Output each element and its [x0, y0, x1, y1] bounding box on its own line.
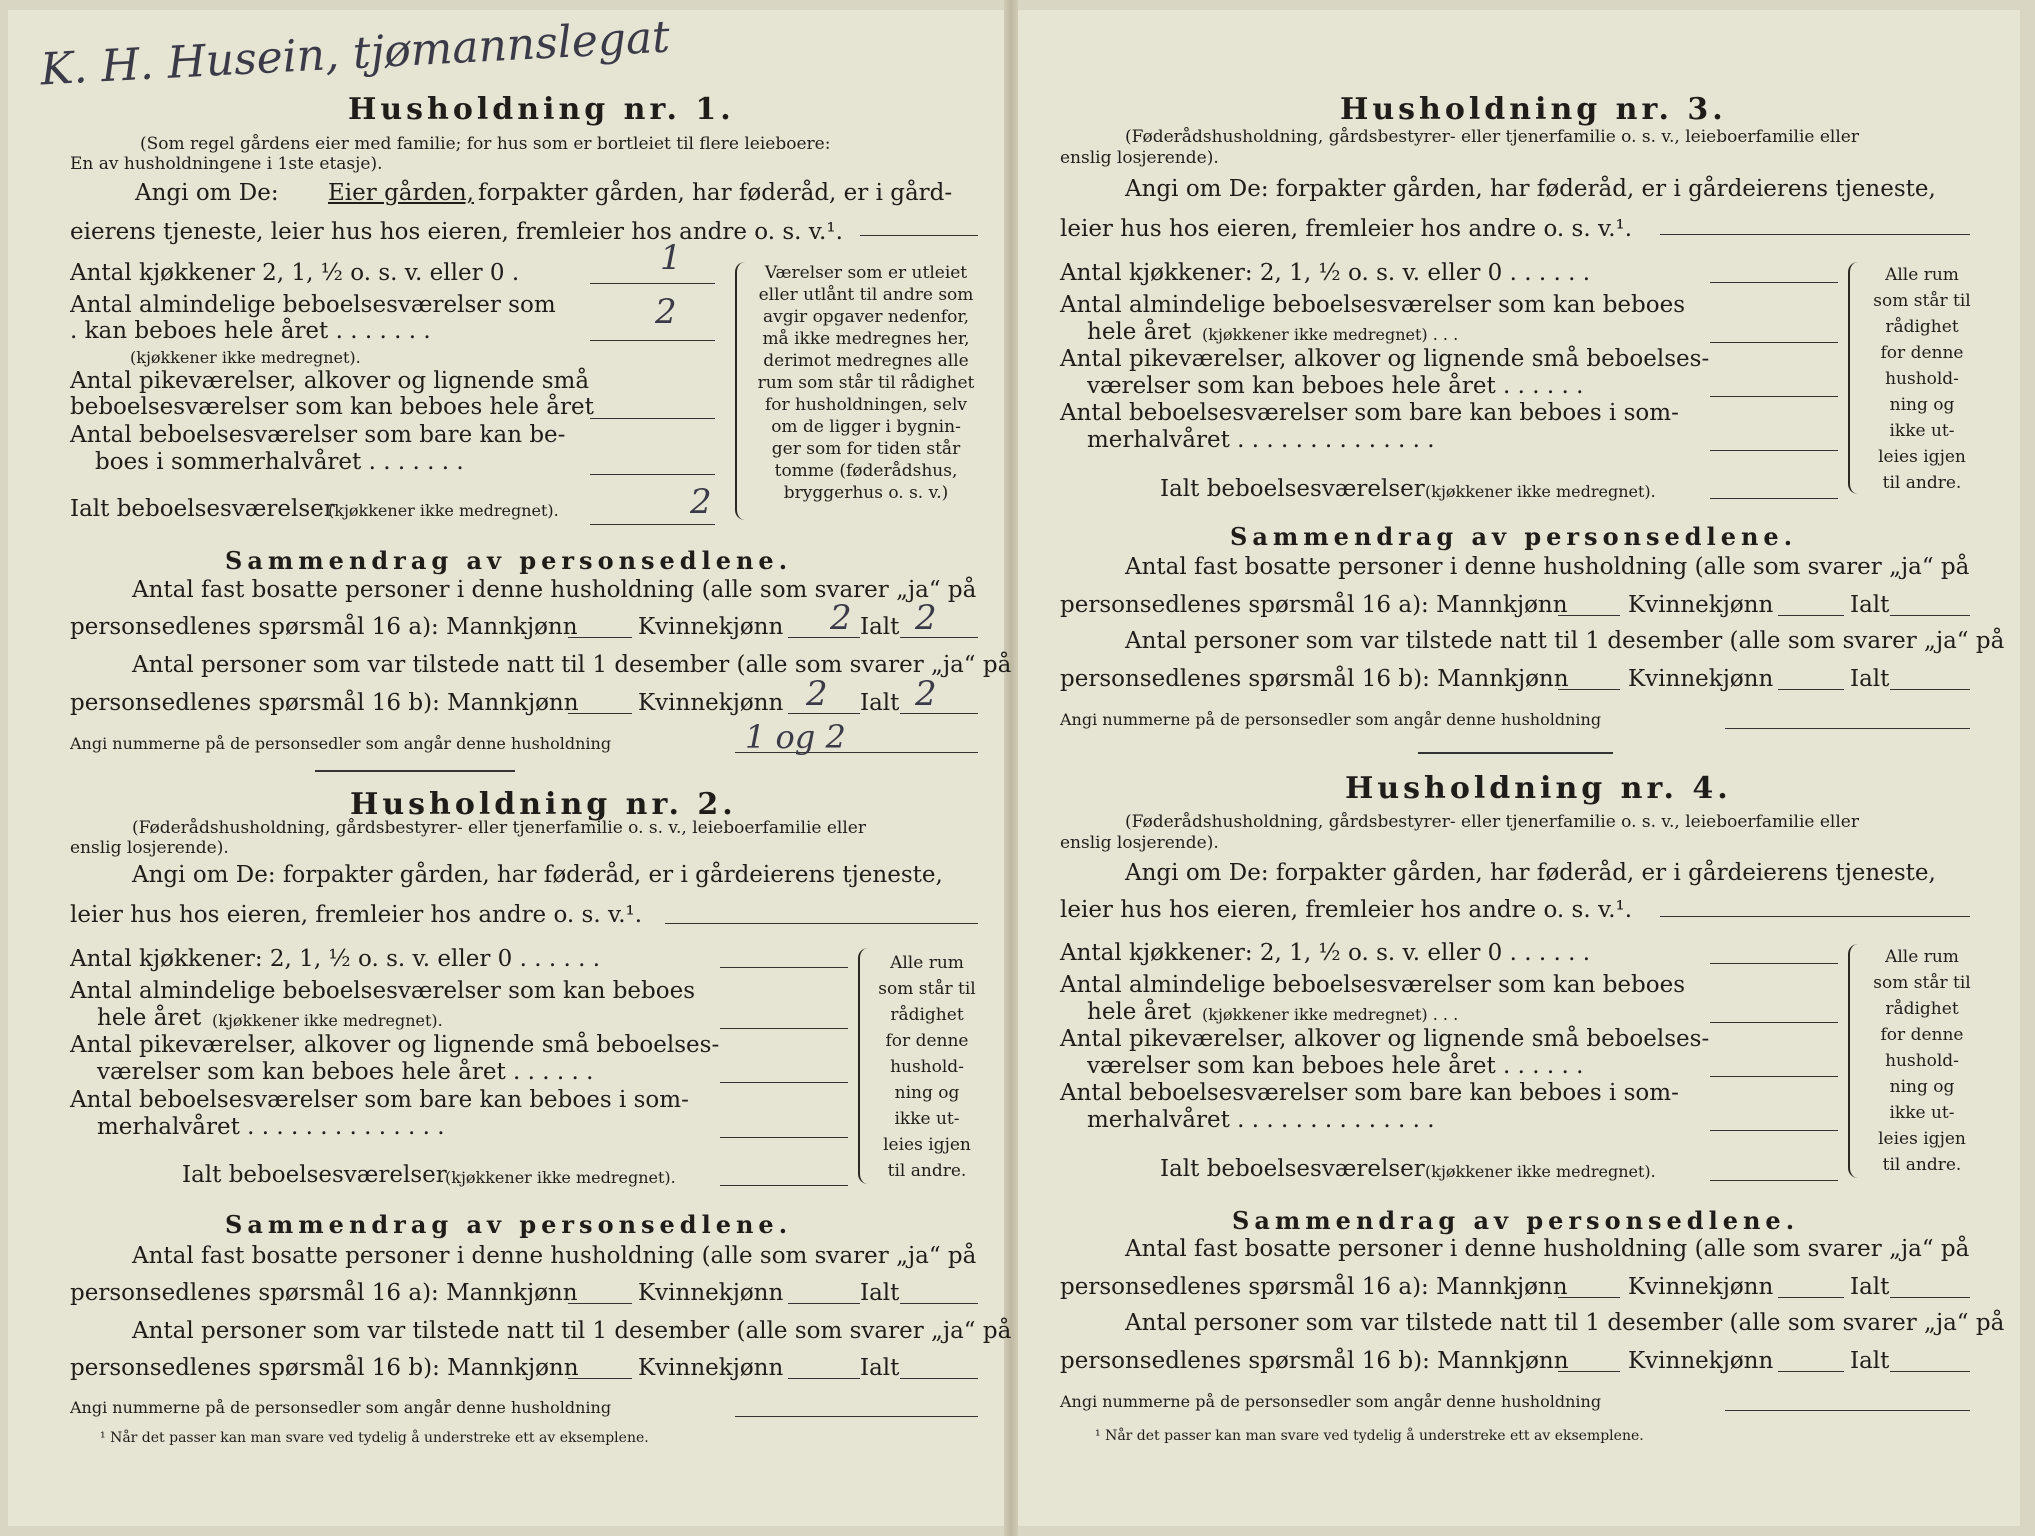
sidenote-line: om de ligger i bygnin-	[771, 417, 961, 437]
household-4-16b-line2: personsedlenes spørsmål 16 b): Mannkjønn	[1060, 1348, 1569, 1374]
household-3-16b-mann-line	[1558, 689, 1620, 690]
household-3-pike-line1: Antal pikeværelser, alkover og lignende små beboelses-	[1060, 346, 1710, 372]
sidenote-line: ning og	[894, 1083, 960, 1103]
sidenote-line: hushold-	[890, 1057, 964, 1077]
household-3-nummer-label: Angi nummerne på de personsedler som angår denne husholdning	[1060, 710, 1602, 729]
household-2-alm-small: (kjøkkener ikke medregnet).	[212, 1011, 443, 1030]
sidenote-line: Alle rum	[1885, 265, 1959, 285]
household-2-16b-ialt-label: Ialt	[860, 1355, 900, 1381]
household-1-note-line2: En av husholdningene i 1ste etasje).	[70, 154, 383, 174]
household-2-angi-answer-line	[665, 923, 978, 924]
sidenote-line: til andre.	[887, 1161, 967, 1181]
household-2-kjokkener-line	[720, 967, 848, 968]
household-3-sidenote	[1862, 262, 1982, 496]
household-4-16b-line1: Antal personer som var tilstede natt til 1 desember (alle som svarer „ja“ på	[1125, 1310, 2005, 1336]
household-3-title: Husholdning nr. 3.	[1340, 92, 1727, 127]
household-2-pike-line1: Antal pikeværelser, alkover og lignende små beboelses-	[70, 1032, 720, 1058]
household-2-16b-kvinne-label: Kvinnekjønn	[638, 1355, 784, 1381]
household-2-sommer-line	[720, 1137, 848, 1138]
household-4-16b-ialt-line	[1890, 1371, 1970, 1372]
household-2-16a-ialt-line	[900, 1303, 978, 1304]
household-2-note-line1: (Føderådshusholdning, gårdsbestyrer- eller tjenerfamilie o. s. v., leieboerfamilie eller	[132, 818, 866, 838]
household-4-sommer-line1: Antal beboelsesværelser som bare kan beboes i som-	[1060, 1080, 1679, 1106]
household-3-ialt-small: (kjøkkener ikke medregnet).	[1425, 482, 1656, 501]
household-4-angi-answer-line	[1660, 916, 1970, 917]
household-3-angi-line2: leier hus hos eieren, fremleier hos andre o. s. v.¹.	[1060, 216, 1633, 242]
household-2-angi-line1: Angi om De: forpakter gården, har føderåd, er i gårdeierens tjeneste,	[132, 862, 943, 888]
household-2-16b-line2: personsedlenes spørsmål 16 b): Mannkjønn	[70, 1355, 579, 1381]
household-1-owner-option: Eier gården,	[328, 180, 474, 206]
household-1-16b-line1: Antal personer som var tilstede natt til 1 desember (alle som svarer „ja“ på	[132, 652, 1012, 678]
household-1-16b-ialt-label: Ialt	[860, 690, 900, 716]
sidenote-line: for denne	[1880, 343, 1964, 363]
sidenote-line: ger som for tiden står	[771, 439, 961, 459]
household-3-summary-title: Sammendrag av personsedlene.	[1230, 522, 1798, 551]
household-4-ialt-line	[1710, 1180, 1838, 1181]
sidenote-line: til andre.	[1882, 473, 1962, 493]
household-1-16a-line2: personsedlenes spørsmål 16 a): Mannkjønn	[70, 614, 578, 640]
page-fold	[1004, 0, 1018, 1536]
household-2-16a-ialt-label: Ialt	[860, 1280, 900, 1306]
household-3-16a-line1: Antal fast bosatte personer i denne husholdning (alle som svarer „ja“ på	[1125, 554, 1970, 580]
household-1-angi-answer-line	[860, 235, 978, 236]
household-2-alm-line1: Antal almindelige beboelsesværelser som kan beboes	[70, 978, 696, 1004]
household-1-16a-mann-line	[568, 637, 632, 638]
household-3-16a-kvinne-label: Kvinnekjønn	[1628, 592, 1774, 618]
household-1-alm-line	[590, 340, 715, 341]
household-4-16a-kvinne-line	[1778, 1297, 1844, 1298]
household-1-16a-line1: Antal fast bosatte personer i denne husholdning (alle som svarer „ja“ på	[132, 577, 977, 603]
sidenote-line: som står til	[1873, 291, 1971, 311]
household-3-note-line1: (Føderådshusholdning, gårdsbestyrer- eller tjenerfamilie o. s. v., leieboerfamilie eller	[1125, 127, 1859, 147]
household-1-kjokkener-line	[590, 283, 715, 284]
household-2-title: Husholdning nr. 2.	[350, 787, 737, 822]
household-3-brace	[1848, 262, 1860, 494]
sidenote-line: ikke ut-	[1889, 1103, 1955, 1123]
sidenote-line: ning og	[1889, 1077, 1955, 1097]
household-4-16a-ialt-label: Ialt	[1850, 1274, 1890, 1300]
household-4-alm-line1: Antal almindelige beboelsesværelser som kan beboes	[1060, 972, 1686, 998]
household-2-alm-line	[720, 1028, 848, 1029]
household-3-kjokkener-line	[1710, 282, 1838, 283]
sidenote-line: hushold-	[1885, 369, 1959, 389]
sidenote-line: Alle rum	[890, 953, 964, 973]
household-4-kjokkener-label: Antal kjøkkener: 2, 1, ½ o. s. v. eller 0 . . . . . .	[1060, 940, 1591, 966]
sidenote-line: eller utlånt til andre som	[758, 285, 974, 305]
household-2-sommer-line1: Antal beboelsesværelser som bare kan beboes i som-	[70, 1087, 689, 1113]
household-2-16a-line1: Antal fast bosatte personer i denne husholdning (alle som svarer „ja“ på	[132, 1243, 977, 1269]
sidenote-line: leies igjen	[1878, 1129, 1966, 1149]
household-1-16b-ialt-value: 2	[915, 674, 937, 714]
household-3-pike-line2: værelser som kan beboes hele året . . . . . .	[1087, 373, 1584, 399]
household-3-note-line2: enslig losjerende).	[1060, 148, 1219, 168]
household-2-ialt-label: Ialt beboelsesværelser	[182, 1162, 447, 1188]
household-3-16b-line1: Antal personer som var tilstede natt til 1 desember (alle som svarer „ja“ på	[1125, 628, 2005, 654]
left-footnote: ¹ Når det passer kan man svare ved tydelig å understreke ett av eksemplene.	[100, 1430, 649, 1446]
household-4-summary-title: Sammendrag av personsedlene.	[1232, 1206, 1800, 1235]
household-1-brace	[735, 262, 747, 520]
household-2-16a-mann-line	[568, 1303, 632, 1304]
household-4-brace	[1848, 944, 1860, 1178]
household-3-sommer-line	[1710, 450, 1838, 451]
household-3-alm-line	[1710, 342, 1838, 343]
household-1-pike-line2: beboelsesværelser som kan beboes hele året	[70, 394, 594, 420]
household-1-alm-line1: Antal almindelige beboelsesværelser som	[70, 292, 556, 318]
sidenote-line: ikke ut-	[894, 1109, 960, 1129]
household-3-sommer-line2: merhalvåret . . . . . . . . . . . . . .	[1087, 427, 1435, 453]
household-2-16a-kvinne-line	[788, 1303, 860, 1304]
household-4-kjokkener-line	[1710, 963, 1838, 964]
household-4-alm-line2: hele året	[1087, 999, 1192, 1025]
household-3-kjokkener-label: Antal kjøkkener: 2, 1, ½ o. s. v. eller 0 . . . . . .	[1060, 260, 1591, 286]
household-4-note-line1: (Føderådshusholdning, gårdsbestyrer- eller tjenerfamilie o. s. v., leieboerfamilie eller	[1125, 812, 1859, 832]
household-2-summary-title: Sammendrag av personsedlene.	[225, 1210, 793, 1239]
household-3-16b-kvinne-line	[1778, 689, 1844, 690]
sidenote-line: rum som står til rådighet	[757, 373, 975, 393]
household-2-16b-kvinne-line	[788, 1378, 860, 1379]
household-2-ialt-small: (kjøkkener ikke medregnet).	[445, 1168, 676, 1187]
household-1-pike-line1: Antal pikeværelser, alkover og lignende små	[70, 368, 590, 394]
household-2-16b-mann-line	[568, 1378, 632, 1379]
household-1-16b-line2: personsedlenes spørsmål 16 b): Mannkjønn	[70, 690, 579, 716]
household-2-sidenote	[868, 950, 986, 1184]
separator-line	[315, 770, 515, 772]
household-4-16a-line1: Antal fast bosatte personer i denne husholdning (alle som svarer „ja“ på	[1125, 1236, 1970, 1262]
household-1-16b-kvinne-label: Kvinnekjønn	[638, 690, 784, 716]
sidenote-line: bryggerhus o. s. v.)	[783, 483, 949, 503]
household-2-note-line2: enslig losjerende).	[70, 838, 229, 858]
household-3-ialt-line	[1710, 498, 1838, 499]
household-4-pike-line	[1710, 1076, 1838, 1077]
separator-line	[1418, 752, 1613, 754]
household-1-summary-title: Sammendrag av personsedlene.	[225, 546, 793, 575]
household-1-nummer-label: Angi nummerne på de personsedler som angår denne husholdning	[70, 734, 612, 753]
household-1-16a-kvinne-label: Kvinnekjønn	[638, 614, 784, 640]
household-1-ialt-label: Ialt beboelsesværelser	[70, 496, 335, 522]
sidenote-line: ning og	[1889, 395, 1955, 415]
household-1-16b-ialt-line	[900, 713, 978, 714]
household-4-alm-small: (kjøkkener ikke medregnet) . . .	[1202, 1005, 1459, 1024]
sidenote-line: for denne	[885, 1031, 969, 1051]
household-3-nummer-line	[1725, 728, 1970, 729]
sidenote-line: derimot medregnes alle	[763, 351, 969, 371]
sidenote-line: avgir opgaver nedenfor,	[762, 307, 969, 327]
sidenote-line: leies igjen	[883, 1135, 971, 1155]
sidenote-line: Alle rum	[1885, 947, 1959, 967]
sidenote-line: tomme (føderådshus,	[774, 461, 958, 481]
household-2-pike-line2: værelser som kan beboes hele året . . . . . .	[97, 1059, 594, 1085]
household-3-16b-ialt-label: Ialt	[1850, 666, 1890, 692]
household-2-16a-line2: personsedlenes spørsmål 16 a): Mannkjønn	[70, 1280, 578, 1306]
household-1-ialt-small: (kjøkkener ikke medregnet).	[328, 501, 559, 520]
household-1-16a-ialt-label: Ialt	[860, 614, 900, 640]
sidenote-line: til andre.	[1882, 1155, 1962, 1175]
household-1-ialt-value: 2	[690, 482, 712, 522]
household-4-16b-kvinne-line	[1778, 1371, 1844, 1372]
household-4-pike-line2: værelser som kan beboes hele året . . . . . .	[1087, 1053, 1584, 1079]
household-3-alm-small: (kjøkkener ikke medregnet) . . .	[1202, 325, 1459, 344]
household-4-16b-mann-line	[1558, 1371, 1620, 1372]
household-4-ialt-small: (kjøkkener ikke medregnet).	[1425, 1162, 1656, 1181]
household-4-sommer-line2: merhalvåret . . . . . . . . . . . . . .	[1087, 1107, 1435, 1133]
household-3-16a-ialt-line	[1890, 615, 1970, 616]
household-3-angi-answer-line	[1660, 234, 1970, 235]
sidenote-line: hushold-	[1885, 1051, 1959, 1071]
household-1-note-line1: (Som regel gårdens eier med familie; for hus som er bortleiet til flere leieboere:	[140, 134, 831, 154]
sidenote-line: som står til	[1873, 973, 1971, 993]
household-2-alm-line2: hele året	[97, 1005, 202, 1031]
household-4-16a-kvinne-label: Kvinnekjønn	[1628, 1274, 1774, 1300]
household-3-ialt-label: Ialt beboelsesværelser	[1160, 476, 1425, 502]
household-1-kjokkener-value: 1	[660, 238, 682, 278]
household-3-16a-mann-line	[1558, 615, 1620, 616]
household-4-sommer-line	[1710, 1130, 1838, 1131]
household-1-sommer-line1: Antal beboelsesværelser som bare kan be-	[70, 422, 566, 448]
household-4-16a-mann-line	[1558, 1297, 1620, 1298]
household-3-pike-line	[1710, 396, 1838, 397]
household-2-kjokkener-label: Antal kjøkkener: 2, 1, ½ o. s. v. eller 0 . . . . . .	[70, 946, 601, 972]
household-4-angi-line1: Angi om De: forpakter gården, har føderåd, er i gårdeierens tjeneste,	[1125, 860, 1936, 886]
handwritten-title: K. H. Husein, tjømannslegat	[39, 11, 672, 96]
household-2-16b-line1: Antal personer som var tilstede natt til 1 desember (alle som svarer „ja“ på	[132, 1318, 1012, 1344]
household-1-sommer-line	[590, 474, 715, 475]
household-1-ialt-line	[590, 524, 715, 525]
household-4-16a-line2: personsedlenes spørsmål 16 a): Mannkjønn	[1060, 1274, 1568, 1300]
household-2-nummer-label: Angi nummerne på de personsedler som angår denne husholdning	[70, 1398, 612, 1417]
household-4-16a-ialt-line	[1890, 1297, 1970, 1298]
sidenote-line: rådighet	[1885, 999, 1959, 1019]
household-1-16b-mann-line	[568, 713, 632, 714]
household-4-sidenote	[1862, 944, 1982, 1178]
household-1-16a-ialt-line	[900, 637, 978, 638]
household-1-16b-kvinne-value: 2	[806, 674, 828, 714]
household-4-16b-kvinne-label: Kvinnekjønn	[1628, 1348, 1774, 1374]
household-4-pike-line1: Antal pikeværelser, alkover og lignende små beboelses-	[1060, 1026, 1710, 1052]
household-3-16a-kvinne-line	[1778, 615, 1844, 616]
sidenote-line: leies igjen	[1878, 447, 1966, 467]
sidenote-line: som står til	[878, 979, 976, 999]
household-1-kjokkener-label: Antal kjøkkener 2, 1, ½ o. s. v. eller 0 .	[70, 260, 520, 286]
household-1-16a-kvinne-value: 2	[830, 598, 852, 638]
household-1-title: Husholdning nr. 1.	[348, 92, 735, 127]
household-4-alm-line	[1710, 1022, 1838, 1023]
sidenote-line: rådighet	[1885, 317, 1959, 337]
household-3-alm-line2: hele året	[1087, 319, 1192, 345]
household-4-title: Husholdning nr. 4.	[1345, 771, 1732, 806]
household-3-sommer-line1: Antal beboelsesværelser som bare kan beboes i som-	[1060, 400, 1679, 426]
household-1-alm-line2: . kan beboes hele året . . . . . . .	[70, 318, 431, 344]
household-4-nummer-line	[1725, 1410, 1970, 1411]
sidenote-line: for denne	[1880, 1025, 1964, 1045]
household-2-ialt-line	[720, 1185, 848, 1186]
right-footnote: ¹ Når det passer kan man svare ved tydelig å understreke ett av eksemplene.	[1095, 1428, 1644, 1444]
household-1-angi-line2: eierens tjeneste, leier hus hos eieren, fremleier hos andre o. s. v.¹.	[70, 219, 843, 245]
household-2-16a-kvinne-label: Kvinnekjønn	[638, 1280, 784, 1306]
household-2-nummer-line	[735, 1416, 978, 1417]
household-4-nummer-label: Angi nummerne på de personsedler som angår denne husholdning	[1060, 1392, 1602, 1411]
household-1-alm-line3: (kjøkkener ikke medregnet).	[130, 348, 361, 367]
household-1-nummer-value: 1 og 2	[745, 718, 846, 756]
household-1-angi-label: Angi om De:	[135, 180, 279, 206]
household-3-16a-ialt-label: Ialt	[1850, 592, 1890, 618]
household-3-angi-line1: Angi om De: forpakter gården, har føderåd, er i gårdeierens tjeneste,	[1125, 176, 1936, 202]
household-1-pike-line	[590, 418, 715, 419]
household-4-ialt-label: Ialt beboelsesværelser	[1160, 1156, 1425, 1182]
household-3-alm-line1: Antal almindelige beboelsesværelser som kan beboes	[1060, 292, 1686, 318]
household-2-16b-ialt-line	[900, 1378, 978, 1379]
household-1-angi-options: forpakter gården, har føderåd, er i gård-	[478, 180, 953, 206]
household-4-note-line2: enslig losjerende).	[1060, 833, 1219, 853]
sidenote-line: rådighet	[890, 1005, 964, 1025]
sidenote-line: Værelser som er utleiet	[764, 263, 968, 283]
household-3-16a-line2: personsedlenes spørsmål 16 a): Mannkjønn	[1060, 592, 1568, 618]
household-2-sommer-line2: merhalvåret . . . . . . . . . . . . . .	[97, 1114, 445, 1140]
household-3-16b-ialt-line	[1890, 689, 1970, 690]
sidenote-line: ikke ut-	[1889, 421, 1955, 441]
sidenote-line: må ikke medregnes her,	[762, 329, 970, 349]
sidenote-line: for husholdningen, selv	[764, 395, 968, 415]
household-1-16a-ialt-value: 2	[915, 598, 937, 638]
household-4-16b-ialt-label: Ialt	[1850, 1348, 1890, 1374]
household-1-alm-value: 2	[655, 292, 677, 332]
household-4-angi-line2: leier hus hos eieren, fremleier hos andre o. s. v.¹.	[1060, 897, 1633, 923]
household-2-angi-line2: leier hus hos eieren, fremleier hos andre o. s. v.¹.	[70, 902, 643, 928]
household-3-16b-line2: personsedlenes spørsmål 16 b): Mannkjønn	[1060, 666, 1569, 692]
household-1-sommer-line2: boes i sommerhalvåret . . . . . . .	[95, 449, 464, 475]
household-2-pike-line	[720, 1082, 848, 1083]
household-1-sidenote	[752, 262, 980, 504]
household-3-16b-kvinne-label: Kvinnekjønn	[1628, 666, 1774, 692]
